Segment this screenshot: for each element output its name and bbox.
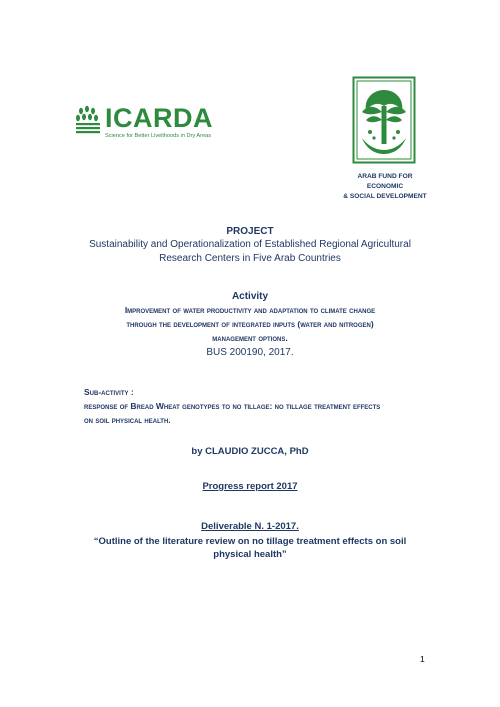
arab-fund-caption-line: & SOCIAL DEVELOPMENT [343,193,427,200]
icarda-logo [72,103,252,145]
deliverable-label: Deliverable N. 1-2017. [201,521,299,532]
activity-label: Activity [231,291,269,302]
wheat-grain-icon [72,103,104,137]
activity-reference: BUS 200190, 2017. [206,347,294,358]
author: by CLAUDIO ZUCCA, PhD [191,446,309,457]
icarda-tagline: Science for Better Livelihoods in Dry Areas [105,133,212,139]
arab-fund-emblem-icon [352,76,416,164]
sub-activity-label: Sub-activity : [84,387,134,397]
activity-title [60,303,440,345]
arab-fund-caption [330,172,440,202]
project-description-line: Research Centers in Five Arab Countries [159,253,341,264]
activity-title-line: through the development of integrated inputs (water and nitrogen) [126,319,374,329]
icarda-wordmark: ICARDA [105,103,213,133]
deliverable-title [60,535,440,561]
deliverable-title-line: physical health” [213,549,287,560]
sub-activity-line: response of Bread Wheat genotypes to no tillage: no tillage treatment effects [84,401,381,411]
arab-fund-caption-line: ARAB FUND FOR [357,173,413,180]
sub-activity-description [84,399,424,427]
report-title: Progress report 2017 [202,481,298,492]
page-number: 1 [420,654,425,664]
arab-fund-caption-line: ECONOMIC [366,183,404,190]
deliverable-title-line: “Outline of the literature review on no tillage treatment effects on soil [93,536,407,547]
activity-title-line: management options. [212,333,288,343]
project-description-line: Sustainability and Operationalization of Established Regional Agricultural [89,239,411,250]
sub-activity-line: on soil physical health. [84,415,171,425]
project-label: PROJECT [226,226,274,237]
project-description [60,238,440,266]
activity-title-line: Improvement of water productivity and adaptation to climate change [124,305,376,315]
